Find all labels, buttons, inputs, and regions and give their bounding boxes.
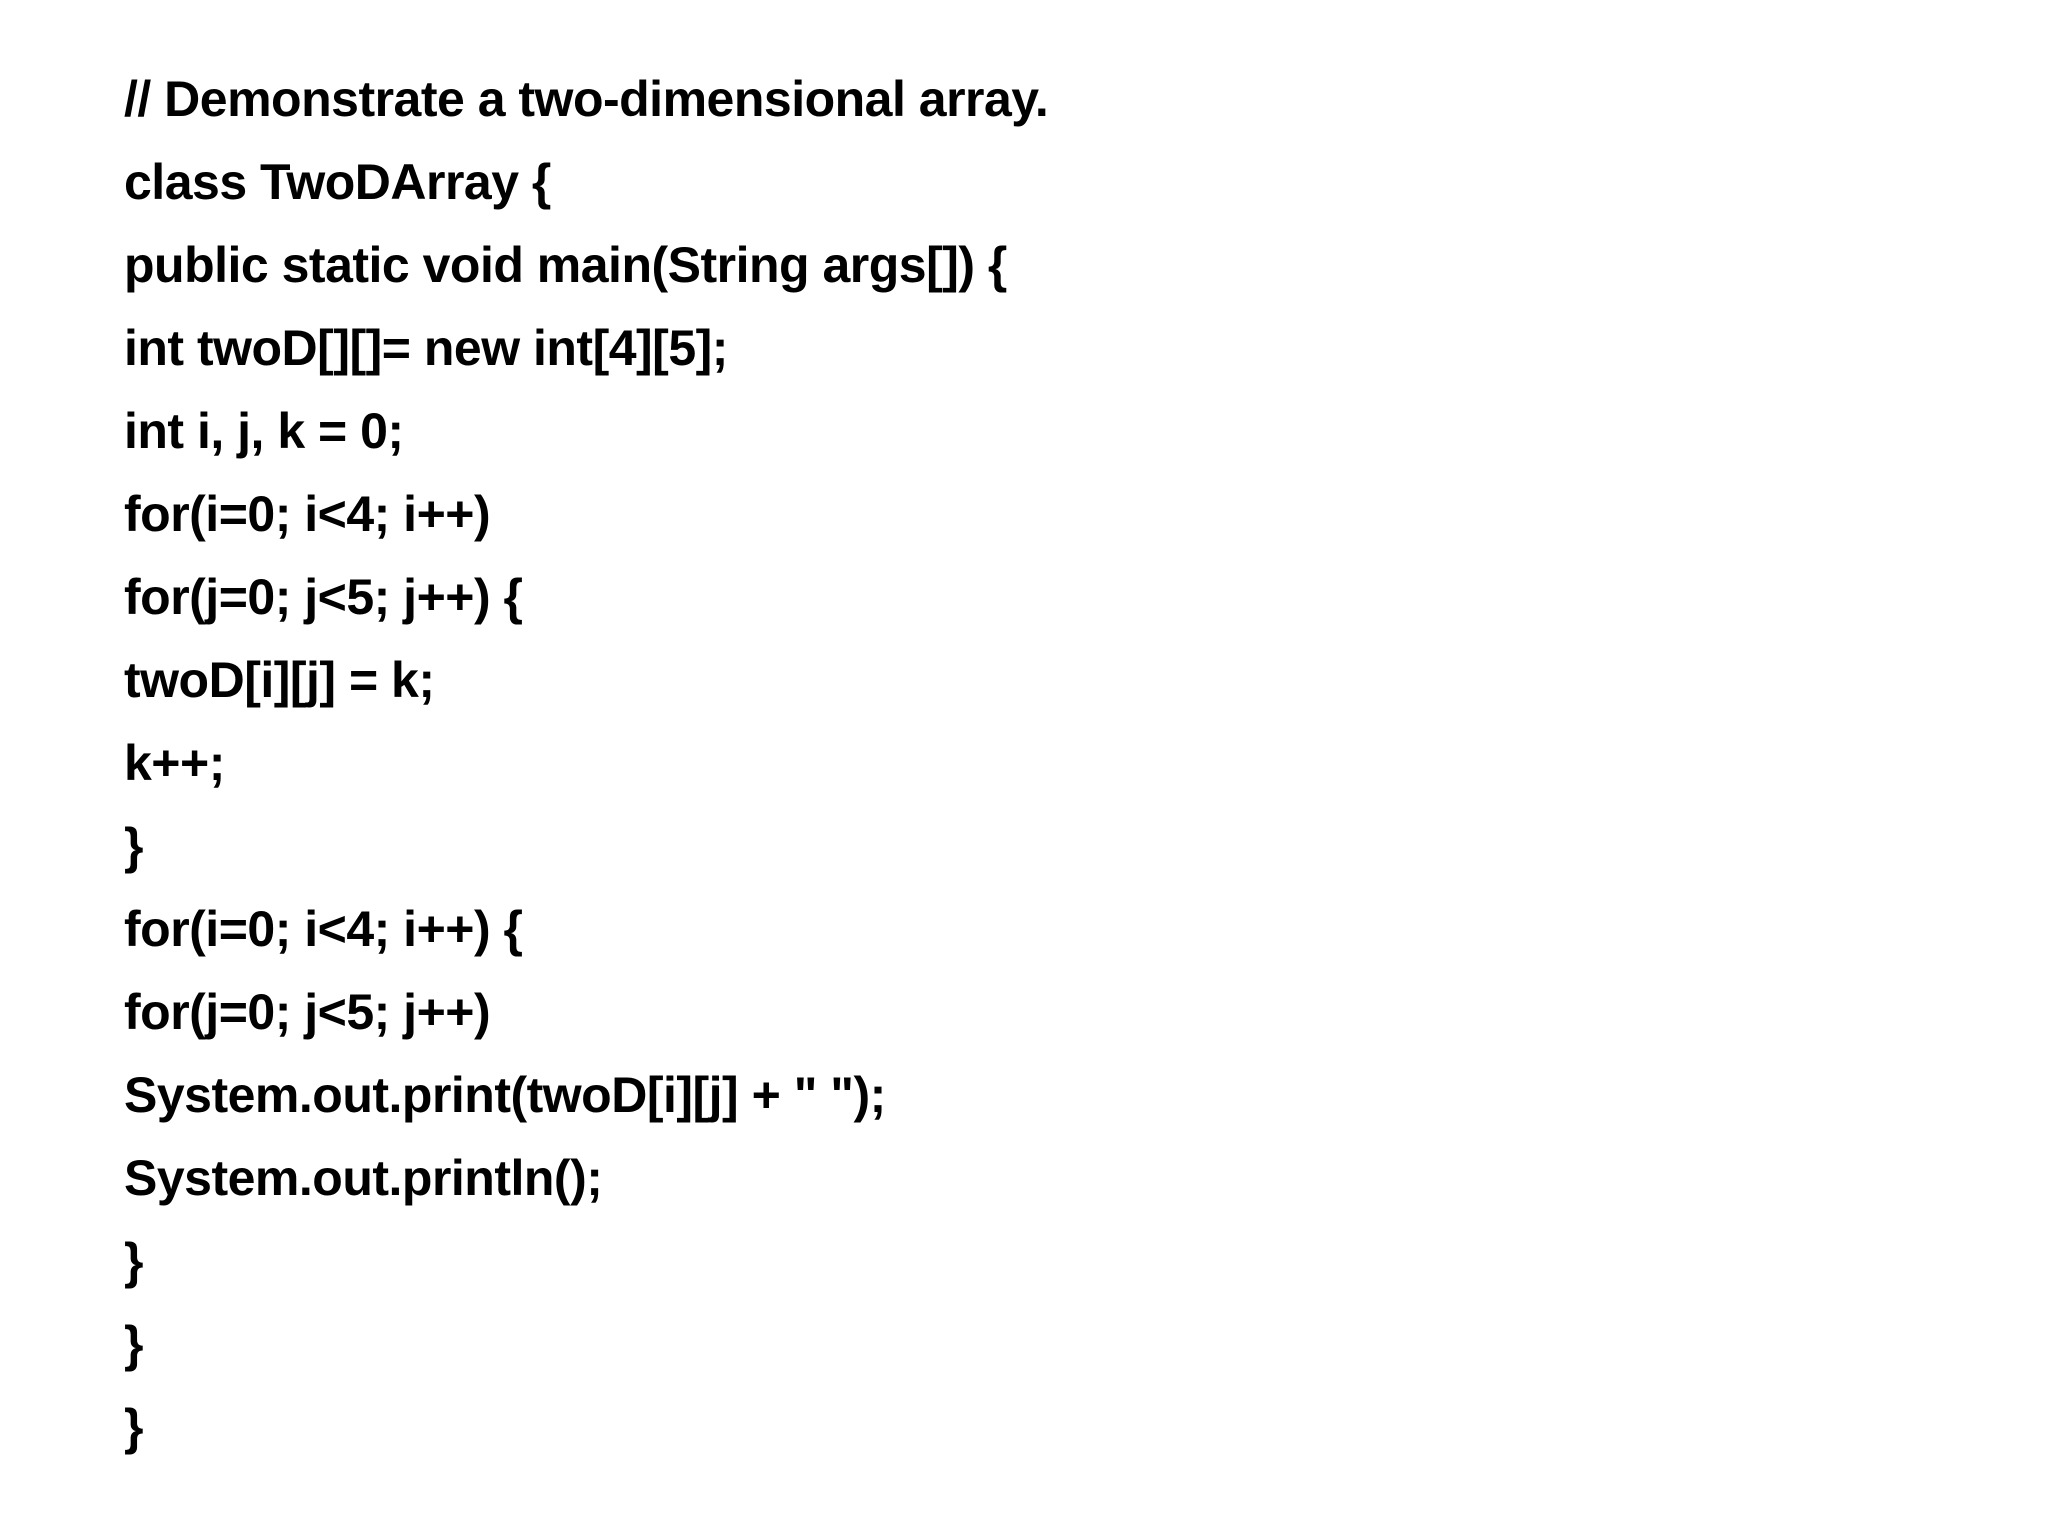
code-line-close-brace: } — [124, 1399, 143, 1455]
code-line-outer-loop-fill: for(i=0; i<4; i++) — [124, 486, 491, 542]
code-line-class-declaration: class TwoDArray { — [124, 154, 551, 210]
code-line-variable-declaration: int i, j, k = 0; — [124, 403, 404, 459]
code-line-inner-loop-print: for(j=0; j<5; j++) — [124, 984, 491, 1040]
code-line-comment: // Demonstrate a two-dimensional array. — [124, 71, 1049, 127]
code-line-print-statement: System.out.print(twoD[i][j] + " "); — [124, 1067, 886, 1123]
code-line-close-brace: } — [124, 1233, 143, 1289]
code-line-outer-loop-print: for(i=0; i<4; i++) { — [124, 901, 523, 957]
code-line-array-declaration: int twoD[][]= new int[4][5]; — [124, 320, 728, 376]
code-line-increment: k++; — [124, 735, 225, 791]
code-line-assignment: twoD[i][j] = k; — [124, 652, 435, 708]
code-line-println-statement: System.out.println(); — [124, 1150, 603, 1206]
code-line-main-method: public static void main(String args[]) { — [124, 237, 1007, 293]
code-line-close-brace: } — [124, 1316, 143, 1372]
code-block — [124, 58, 1048, 1469]
code-line-inner-loop-fill: for(j=0; j<5; j++) { — [124, 569, 523, 625]
code-line-close-brace: } — [124, 818, 143, 874]
